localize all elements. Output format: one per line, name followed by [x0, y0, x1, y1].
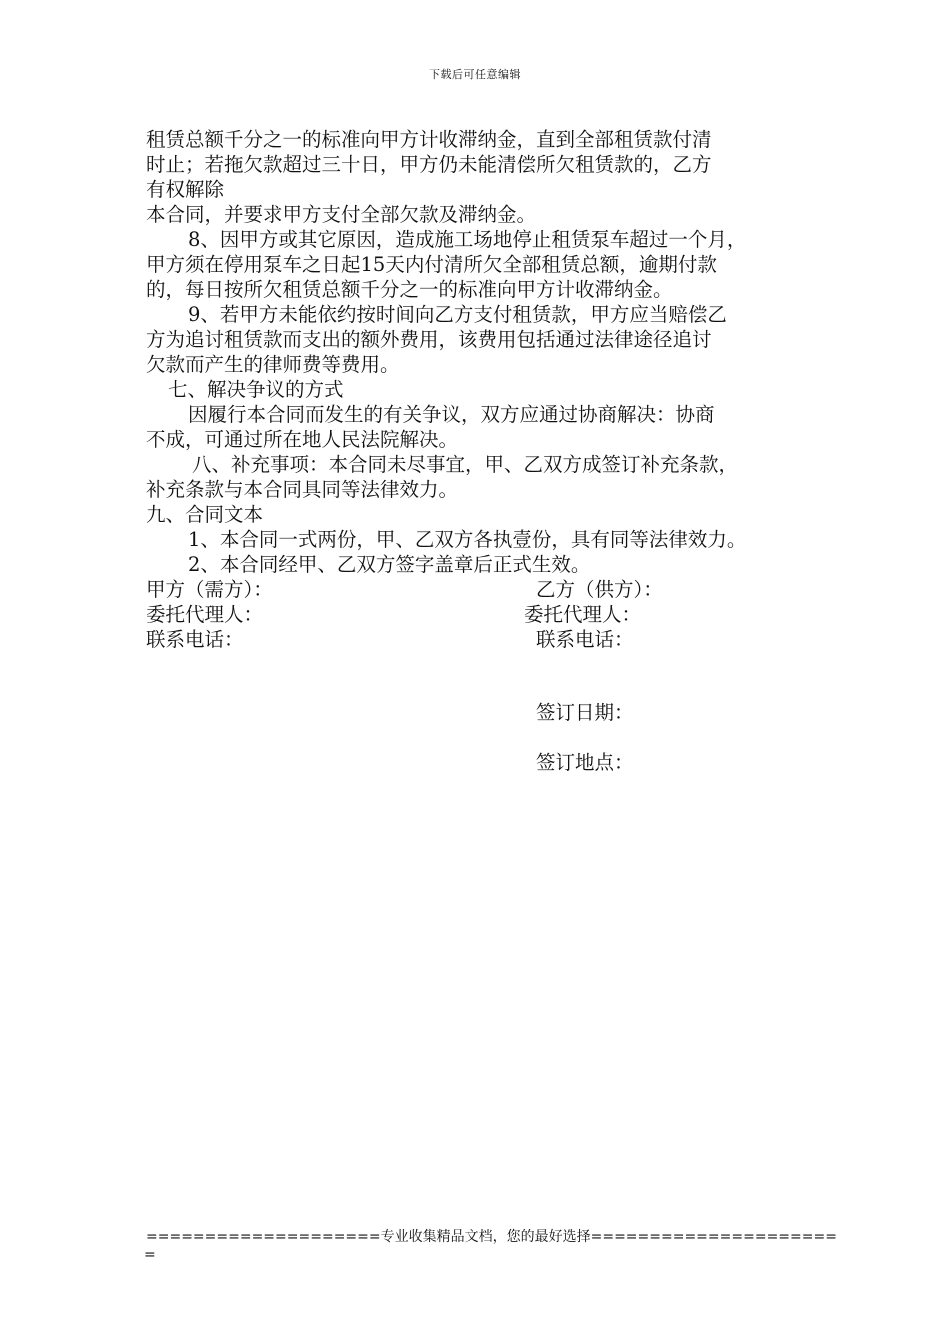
body-line: 租赁总额千分之一的标准向甲方计收滞纳金，直到全部租赁款付清	[146, 128, 712, 151]
phone-a-label: 联系电话：	[146, 628, 244, 651]
sign-place-label: 签订地点：	[536, 751, 634, 774]
body-line: 1、本合同一式两份，甲、乙双方各执壹份，具有同等法律效力。	[188, 528, 747, 551]
body-line: 补充条款与本合同具同等法律效力。	[146, 478, 459, 501]
party-a-label: 甲方（需方）：	[146, 578, 273, 601]
phone-b-label: 联系电话：	[536, 628, 634, 651]
body-line: 方为追讨租赁款而支出的额外费用，该费用包括通过法律途径追讨	[146, 328, 712, 351]
body-line: 有权解除	[146, 178, 225, 201]
body-line: 的，每日按所欠租赁总额千分之一的标准向甲方计收滞纳金。	[146, 278, 673, 301]
section-9-heading: 九、合同文本	[146, 503, 264, 526]
body-line: 因履行本合同而发生的有关争议，双方应通过协商解决：协商	[188, 403, 715, 426]
sign-date-label: 签订日期：	[536, 701, 634, 724]
clause-9-line: 9、若甲方未能依约按时间向乙方支付租赁款，甲方应当赔偿乙	[188, 303, 727, 326]
body-line: 欠款而产生的律师费等费用。	[146, 353, 400, 376]
body-line: 不成，可通过所在地人民法院解决。	[146, 428, 459, 451]
agent-a-label: 委托代理人：	[146, 603, 264, 626]
body-line: 甲方须在停用泵车之日起15天内付清所欠全部租赁总额，逾期付款	[146, 253, 717, 276]
section-8-line: 八、补充事项：本合同未尽事宜，甲、乙双方成签订补充条款，	[192, 453, 739, 476]
footer-banner-continuation: =	[144, 1247, 156, 1263]
party-b-label: 乙方（供方）：	[536, 578, 663, 601]
body-line: 本合同，并要求甲方支付全部欠款及滞纳金。	[146, 203, 537, 226]
body-line: 2、本合同经甲、乙双方签字盖章后正式生效。	[188, 553, 591, 576]
footer-banner: ====================专业收集精品文档，您的最好选择=====================	[146, 1229, 837, 1245]
section-7-heading: 七、解决争议的方式	[168, 378, 344, 401]
page-header: 下载后可任意编辑	[429, 68, 521, 81]
clause-8-line: 8、因甲方或其它原因，造成施工场地停止租赁泵车超过一个月，	[188, 228, 747, 251]
agent-b-label: 委托代理人：	[524, 603, 642, 626]
body-line: 时止；若拖欠款超过三十日，甲方仍未能清偿所欠租赁款的，乙方	[146, 153, 712, 176]
